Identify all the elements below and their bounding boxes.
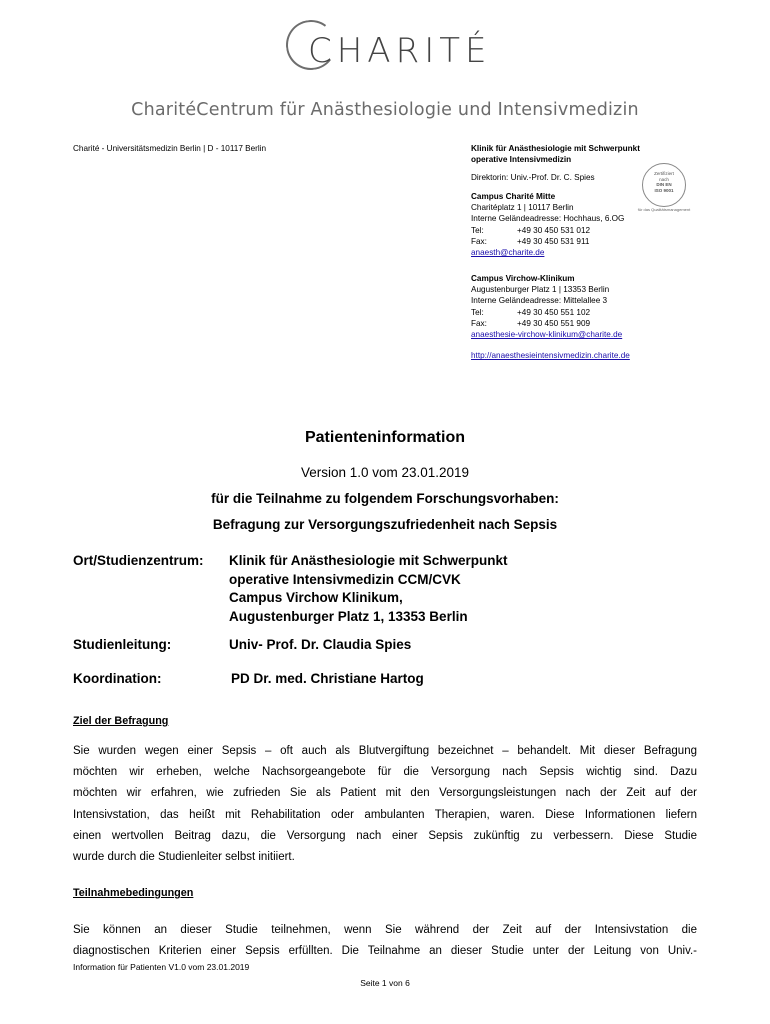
paragraph-line: möchten wir erheben, welche Nachsorgeangebote für die Versorgung nach Sepsis wichtig sind. Dazu — [73, 766, 697, 779]
charite-logo — [280, 14, 492, 74]
paragraph-line: Intensivstation, das heißt mit Rehabilitation oder ambulanten Therapien, waren. Diese Informationen liefern — [73, 808, 697, 821]
study-lead-label: Studienleitung: — [73, 637, 172, 652]
paragraph-line: einen wertvollen Beitrag dazu, die Versorgung nach einer Sepsis zukünftig zu verbessern. Diese Studie — [73, 829, 697, 842]
certification-caption: für das Qualitätsmanagement — [637, 207, 691, 212]
paragraph-line: diagnostischen Kriterien einer Sepsis erfüllten. Die Teilnahme an dieser Studie unter der Leitung von Univ.- — [73, 945, 697, 958]
section-body-conditions — [73, 920, 697, 962]
location-line: Campus Virchow Klinikum, — [229, 590, 403, 605]
footer-doc-info: Information für Patienten V1.0 vom 23.01.2019 — [73, 962, 250, 972]
paragraph-line: Sie können an dieser Studie teilnehmen, wenn Sie während der Zeit auf der Intensivstation die — [73, 924, 697, 936]
clinic-director: Direktorin: Univ.-Prof. Dr. C. Spies — [471, 172, 595, 182]
section-body-goal — [73, 741, 697, 868]
study-location-label: Ort/Studienzentrum: — [73, 553, 204, 568]
fax-label: Fax: — [471, 237, 487, 247]
cert-line: nach — [659, 176, 669, 182]
clinic-name-line1: Klinik für Anästhesiologie mit Schwerpunkt — [471, 144, 640, 153]
campus-mitte-email-link[interactable]: anaesth@charite.de — [471, 248, 545, 258]
tel-label: Tel: — [471, 225, 484, 235]
campus-virchow-tel: +49 30 450 551 102 — [517, 307, 591, 317]
logo-wordmark: CHARITÉ — [308, 31, 492, 71]
section-heading-goal: Ziel der Befragung — [73, 715, 169, 727]
coordination-row — [73, 670, 424, 689]
study-location-value — [229, 552, 508, 626]
clinic-name-line2: operative Intensivmedizin — [471, 155, 572, 165]
study-location-row — [73, 552, 508, 626]
coordination-label: Koordination: — [73, 671, 162, 686]
campus-virchow — [471, 273, 711, 341]
document-subtitle: für die Teilnahme zu folgendem Forschungsvorhaben: — [211, 491, 559, 506]
campus-mitte-internal: Interne Geländeadresse: Hochhaus, 6.OG — [471, 214, 625, 224]
campus-virchow-fax: +49 30 450 551 909 — [517, 318, 591, 328]
cert-line: ISO 9001 — [654, 187, 674, 193]
campus-mitte-tel: +49 30 450 531 012 — [517, 225, 591, 235]
campus-virchow-title: Campus Virchow-Klinikum — [471, 273, 575, 283]
campus-mitte-address: Charitéplatz 1 | 10117 Berlin — [471, 203, 574, 213]
section-heading-conditions: Teilnahmebedingungen — [73, 887, 194, 899]
cert-line: DIN EN — [656, 182, 672, 187]
document-title: Patienteninformation — [304, 429, 465, 446]
campus-mitte-title: Campus Charité Mitte — [471, 191, 556, 201]
page-number: Seite 1 von 6 — [360, 978, 410, 988]
campus-virchow-internal: Interne Geländeadresse: Mittelallee 3 — [471, 296, 608, 306]
paragraph-line: möchten wir erfahren, wie zufrieden Sie als Patient mit den Versorgungsleistungen nach der Zeit auf der — [73, 787, 697, 800]
cert-line: Zertifiziert — [654, 171, 674, 176]
document-version: Version 1.0 vom 23.01.2019 — [300, 465, 470, 480]
centrum-title: CharitéCentrum für Anästhesiologie und Intensivmedizin — [131, 100, 639, 120]
fax-label: Fax: — [471, 318, 487, 328]
campus-virchow-address: Augustenburger Platz 1 | 13353 Berlin — [471, 284, 610, 294]
campus-virchow-email-link[interactable]: anaesthesie-virchow-klinikum@charite.de — [471, 330, 623, 340]
sender-line: Charité - Universitätsmedizin Berlin | D - 10117 Berlin — [73, 144, 267, 153]
paragraph-line: wurde durch die Studienleiter selbst initiiert. — [73, 851, 295, 864]
location-line: Klinik für Anästhesiologie mit Schwerpunkt — [229, 553, 508, 568]
coordination-value: PD Dr. med. Christiane Hartog — [231, 671, 424, 686]
certification-seal — [642, 163, 686, 207]
study-lead-value: Univ- Prof. Dr. Claudia Spies — [229, 637, 412, 652]
tel-label: Tel: — [471, 307, 484, 317]
location-line: Augustenburger Platz 1, 13353 Berlin — [229, 608, 468, 624]
study-lead-row — [73, 636, 411, 655]
location-line: operative Intensivmedizin CCM/CVK — [229, 571, 461, 587]
study-title: Befragung zur Versorgungszufriedenheit nach Sepsis — [212, 517, 558, 532]
paragraph-line: Sie wurden wegen einer Sepsis – oft auch als Blutvergiftung bezeichnet – behandelt. Mit dieser Befragung — [73, 745, 697, 757]
website-link[interactable]: http://anaesthesieintensivmedizin.charite.de — [471, 351, 630, 361]
campus-mitte-fax: +49 30 450 531 911 — [517, 237, 590, 247]
